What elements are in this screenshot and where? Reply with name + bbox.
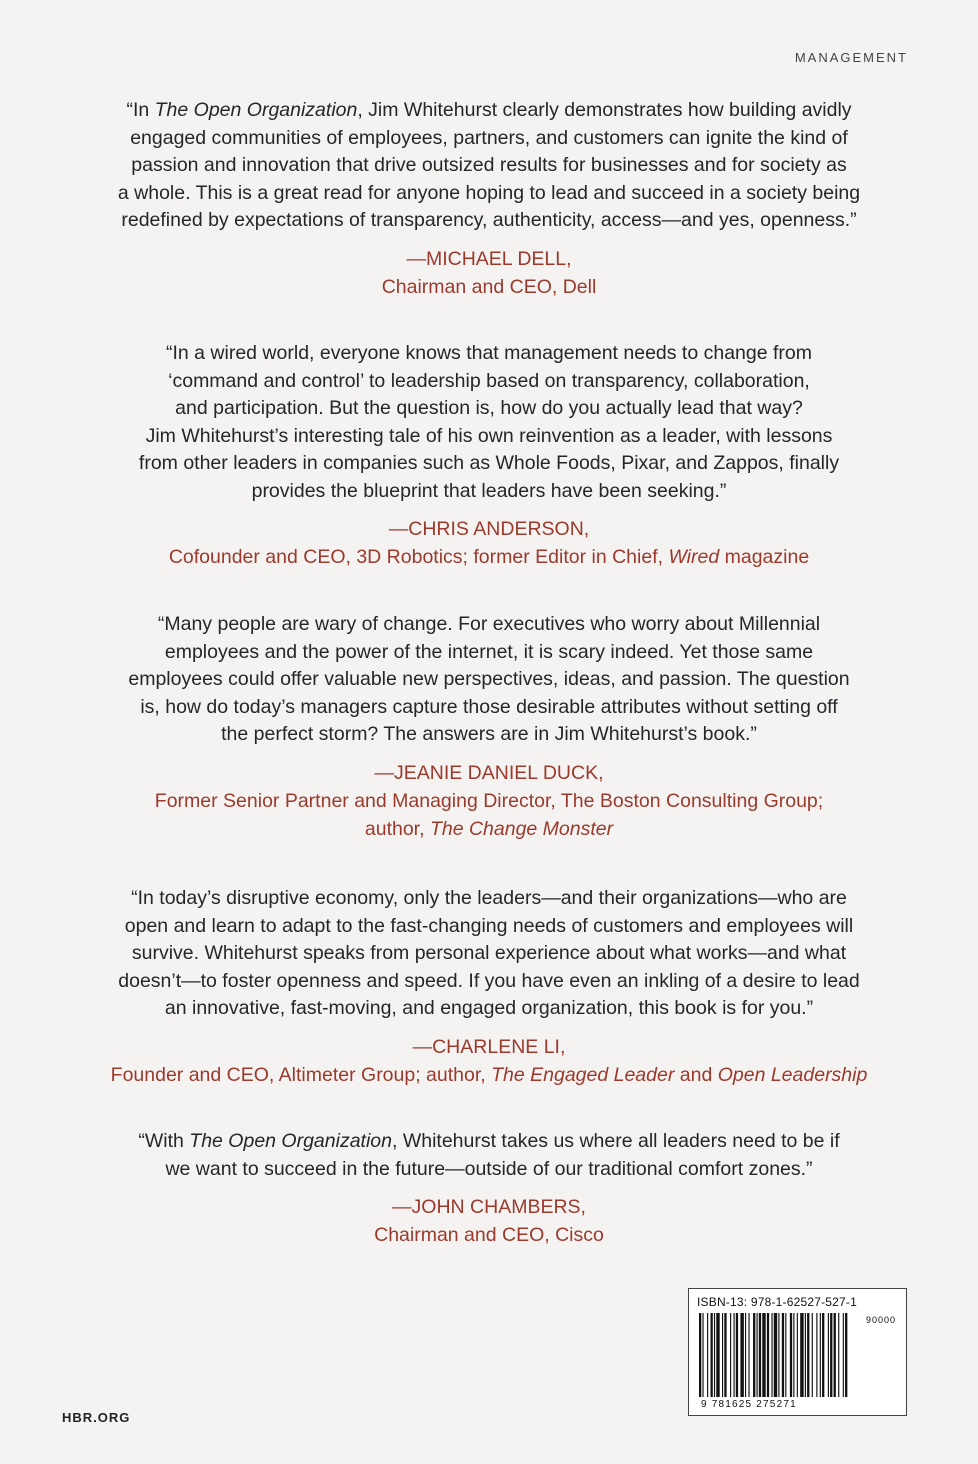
barcode-bar	[753, 1313, 755, 1397]
endorsement-attribution	[40, 245, 938, 301]
quote-line: “In The Open Organization, Jim Whitehurst clearly demonstrates how building avidly	[126, 99, 852, 121]
quote-line: Jim Whitehurst’s interesting tale of his own reinvention as a leader, with lessons	[145, 424, 833, 447]
barcode-bar	[745, 1313, 746, 1397]
barcode-bar	[790, 1313, 792, 1397]
barcode-bar	[722, 1313, 723, 1397]
endorsement-attribution	[40, 515, 938, 571]
barcode-bar	[724, 1313, 726, 1397]
barcode-bar	[778, 1313, 779, 1397]
barcode-bar	[716, 1313, 719, 1397]
barcode-bar	[807, 1313, 809, 1397]
barcode-bar	[707, 1313, 708, 1397]
endorser-name: —CHRIS ANDERSON,	[388, 518, 590, 540]
barcode-bar	[812, 1313, 813, 1397]
barcode-bar	[820, 1313, 821, 1397]
quote-line: provides the blueprint that leaders have been seeking.”	[251, 479, 727, 502]
barcode-icon	[697, 1313, 897, 1397]
barcode-bar	[793, 1313, 794, 1397]
endorser-name: —MICHAEL DELL,	[406, 247, 572, 270]
quote-line: “Many people are wary of change. For executives who worry about Millennial	[157, 613, 821, 635]
barcode-bar	[771, 1313, 772, 1397]
isbn-label: ISBN-13: 978-1-62527-527-1	[697, 1295, 857, 1309]
barcode-bar	[734, 1313, 735, 1397]
endorsement-anderson	[40, 340, 938, 571]
quote-line: a whole. This is a great read for anyone hoping to lead and succeed in a society being	[117, 181, 861, 204]
endorser-role: Chairman and CEO, Cisco	[374, 1224, 604, 1246]
endorsement-attribution	[40, 1193, 938, 1249]
endorser-name: —JEANIE DANIEL DUCK,	[374, 761, 604, 784]
endorser-name: —JOHN CHAMBERS,	[392, 1196, 586, 1218]
quote-line: employees and the power of the internet, it is scary indeed. Yet those same	[164, 640, 814, 663]
quote-line: “With The Open Organization, Whitehurst takes us where all leaders need to be if	[138, 1130, 840, 1152]
quote-line: engaged communities of employees, partners, and customers can ignite the kind of	[130, 126, 848, 149]
barcode-box	[688, 1288, 907, 1416]
endorser-name: —CHARLENE LI,	[412, 1035, 566, 1058]
price-code: 90000	[865, 1315, 896, 1325]
endorsement-quote	[40, 885, 938, 1023]
quote-line: employees could offer valuable new perspectives, ideas, and passion. The question	[128, 668, 850, 690]
barcode-bar	[834, 1313, 836, 1397]
quote-line: the perfect storm? The answers are in Jim Whitehurst’s book.”	[221, 723, 757, 745]
barcode-bar	[774, 1313, 777, 1397]
barcode-bar	[782, 1313, 784, 1397]
endorsement-dell	[40, 97, 938, 301]
barcode-bar	[816, 1313, 817, 1397]
quote-line: passion and innovation that drive outsized results for businesses and for society as	[131, 154, 847, 176]
barcode-bar	[757, 1313, 758, 1397]
barcode-bar	[805, 1313, 806, 1397]
quote-line: from other leaders in companies such as Whole Foods, Pixar, and Zappos, finally	[138, 452, 840, 474]
endorsement-duck	[40, 611, 938, 843]
quote-line: and participation. But the question is, how do you actually lead that way?	[175, 397, 803, 419]
barcode-bar	[762, 1313, 765, 1397]
quote-line: open and learn to adapt to the fast-changing needs of customers and employees will	[124, 914, 854, 937]
barcode-bar	[714, 1313, 715, 1397]
barcode-bar	[736, 1313, 738, 1397]
barcode-bar	[759, 1313, 761, 1397]
barcode-bar	[845, 1313, 847, 1397]
hbr-site: HBR.ORG	[62, 1410, 131, 1425]
barcode-bar	[838, 1313, 839, 1397]
quote-line: redefined by expectations of transparency, authenticity, access—and yes, openness.”	[121, 209, 857, 231]
barcode-bar	[730, 1313, 731, 1397]
barcode-bar	[711, 1313, 713, 1397]
barcode-bar	[828, 1313, 829, 1397]
barcode-bar	[699, 1313, 701, 1397]
endorsement-attribution	[40, 759, 938, 843]
quote-line: survive. Whitehurst speaks from personal experience about what works—and what	[131, 942, 847, 964]
barcode-bar	[702, 1313, 703, 1397]
endorsement-chambers	[40, 1128, 938, 1249]
endorsement-quote	[40, 1128, 938, 1183]
endorsement-quote	[40, 340, 938, 505]
quote-line: we want to succeed in the future—outside of our traditional comfort zones.”	[165, 1157, 813, 1180]
barcode-bar	[767, 1313, 769, 1397]
barcode-bar	[800, 1313, 803, 1397]
quote-line: “In today’s disruptive economy, only the leaders—and their organizations—who are	[131, 887, 847, 909]
endorsement-quote	[40, 97, 938, 235]
quote-line: an innovative, fast-moving, and engaged organization, this book is for you.”	[164, 997, 814, 1019]
barcode-bar	[740, 1313, 743, 1397]
barcode-bar	[785, 1313, 786, 1397]
endorser-role: Former Senior Partner and Managing Director, The Boston Consulting Group;	[154, 789, 824, 812]
barcode-bar	[797, 1313, 798, 1397]
barcode-bar	[822, 1313, 824, 1397]
barcode-bar	[748, 1313, 749, 1397]
endorser-role: author, The Change Monster	[364, 817, 614, 840]
quote-line: “In a wired world, everyone knows that management needs to change from	[165, 342, 812, 364]
ean-digits: 9 781625 275271	[701, 1399, 797, 1410]
barcode-bar	[830, 1313, 832, 1397]
category-label: MANAGEMENT	[794, 50, 908, 65]
endorser-role: Cofounder and CEO, 3D Robotics; former Editor in Chief, Wired magazine	[168, 546, 810, 568]
endorsement-li	[40, 885, 938, 1089]
endorsement-attribution	[40, 1033, 938, 1089]
quote-line: doesn’t—to foster openness and speed. If you have even an inkling of a desire to lead	[118, 969, 860, 992]
endorser-role: Founder and CEO, Altimeter Group; author, The Engaged Leader and Open Leadership	[110, 1063, 868, 1086]
endorsement-quote	[40, 611, 938, 749]
endorser-role: Chairman and CEO, Dell	[381, 275, 597, 298]
quote-line: ‘command and control’ to leadership based on transparency, collaboration,	[168, 369, 810, 392]
quote-line: is, how do today’s managers capture those desirable attributes without setting off	[140, 695, 838, 718]
barcode-bar	[843, 1313, 844, 1397]
